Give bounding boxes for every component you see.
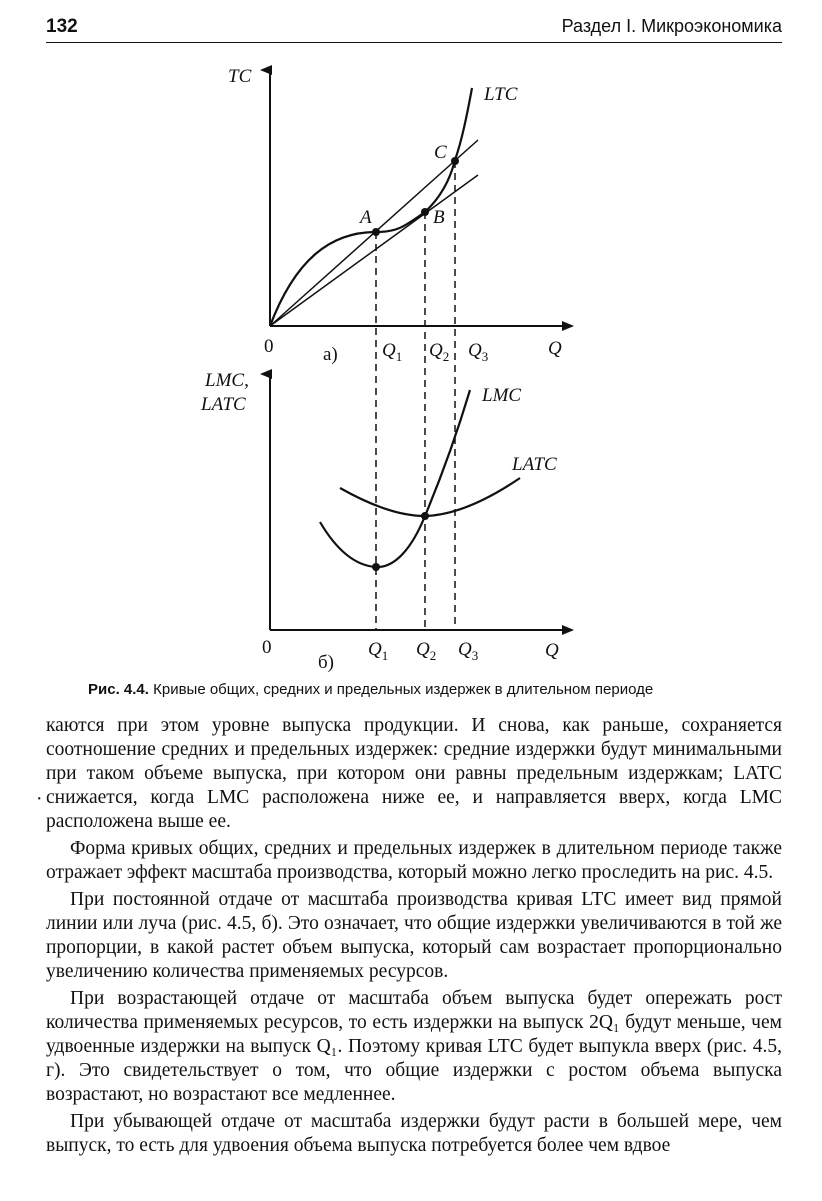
running-head: Раздел I. Микроэкономика [561, 16, 782, 36]
page-header [46, 14, 782, 43]
ltc-label: LTC [484, 84, 518, 105]
tick-q2-bottom: $Q_2$ [416, 639, 437, 663]
lmc-latc-axis-label-1: LMC, [205, 370, 249, 391]
latc-curve [340, 478, 520, 516]
paragraph-5: При убывающей отдаче от масштаба издержки будут расти в большей мере, чем выпуск, то есть для удвоения объема выпуска потребуется более чем вдвое [46, 1111, 782, 1156]
caption-label: Рис. 4.4. [88, 681, 149, 698]
point-b-label: B [433, 207, 445, 228]
paragraph-2: Форма кривых общих, средних и предельных издержек в длительном периоде также отражает эффект масштаба производства, который можно легко проследить на рис. 4.5. [46, 838, 782, 883]
latc-min-point [421, 512, 429, 520]
top-panel [228, 66, 572, 365]
point-c-label: C [434, 142, 447, 163]
latc-label: LATC [512, 454, 557, 475]
origin-bottom: 0 [262, 637, 272, 658]
lmc-curve [320, 390, 470, 567]
body-text [36, 714, 782, 1158]
paragraph-1: каются при этом уровне выпуска продукции. И снова, как раньше, сохраняется соотношение средних и предельных издержек: средние издержки будут минимальными при таком объеме выпуска, при котором они равны предельным издержкам; LATC снижается, когда LMC расположена ниже ее, и направляется вверх, когда LMC расположена выше ее. [46, 715, 782, 832]
bottom-panel [200, 370, 572, 673]
ray-through-a [270, 175, 478, 326]
paragraph-4: При возрастающей отдаче от масштаба объем выпуска будет опережать рост количества применяемых ресурсов, то есть издержки на выпуск 2Q₁ будут меньше, чем удвоенные издержки на выпуск Q₁. Поэтому кривая LTC будет выпукла вверх (рис. 4.5, г). Это свидетельствует о том, что общие издержки с ростом объема выпуска возрастают, но возрастают все медленнее. [46, 988, 782, 1105]
point-a-label: A [360, 207, 372, 228]
tick-q1-bottom: $Q_1$ [368, 639, 389, 663]
paragraph-3: При постоянной отдаче от масштаба производства кривая LTC имеет вид прямой линии или луча (рис. 4.5, б). Это означает, что общие издержки увеличиваются в той же пропорции, в какой растет объем выпуска, который сам возрастает пропорционально увеличению количества применяемых ресурсов. [46, 889, 782, 982]
margin-marker: · [36, 789, 43, 810]
tc-axis-label: TC [228, 66, 252, 87]
q-axis-label-top: Q [548, 338, 562, 359]
tick-q1-top: $Q_1$ [382, 340, 403, 364]
lmc-min-point [372, 563, 380, 571]
tick-q3-bottom: $Q_3$ [458, 639, 479, 663]
panel-a-label: а) [323, 344, 338, 365]
figure-4-4 [0, 50, 822, 680]
page-number: 132 [46, 16, 78, 37]
caption-text: Кривые общих, средних и предельных издержек в длительном периоде [153, 681, 654, 698]
q-axis-label-bottom: Q [545, 640, 559, 661]
panel-b-label: б) [318, 652, 334, 673]
tick-q2-top: $Q_2$ [429, 340, 450, 364]
origin-top: 0 [264, 336, 274, 357]
tick-q3-top: $Q_3$ [468, 340, 489, 364]
lmc-latc-axis-label-2: LATC [201, 394, 246, 415]
lmc-label: LMC [482, 385, 522, 406]
figure-caption [88, 681, 653, 698]
